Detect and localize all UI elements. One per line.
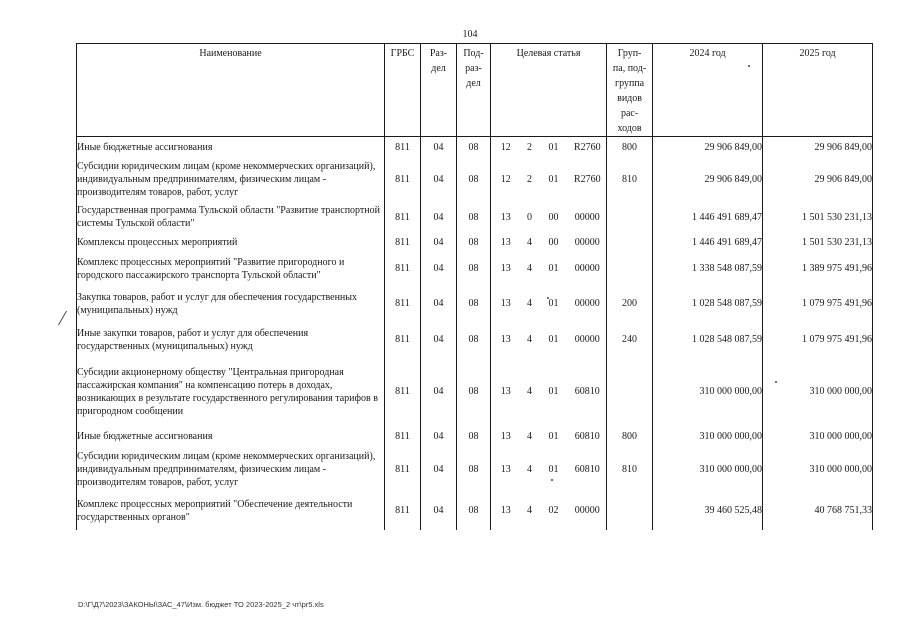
row-amount-2024: 29 906 849,00 bbox=[653, 137, 763, 157]
row-amount-2024: 310 000 000,00 bbox=[653, 358, 763, 426]
row-target-type: 0 bbox=[527, 211, 532, 223]
row-razdel: 04 bbox=[421, 137, 457, 157]
row-name: Субсидии акционерному обществу "Центральная пригородная пассажирская компания" на компенсацию потерь в доходах, возникающих в результате государственного регулирования тарифов в пригородном сообщении bbox=[77, 358, 385, 426]
header-year-2024: 2024 год bbox=[653, 44, 763, 137]
row-target-direction: 00000 bbox=[574, 236, 600, 248]
scan-speck bbox=[547, 297, 549, 299]
row-podrazdel: 08 bbox=[457, 233, 491, 252]
row-target-sub: 01 bbox=[548, 431, 559, 442]
row-target-program: 13 bbox=[491, 492, 521, 530]
row-grbs: 811 bbox=[385, 252, 421, 286]
scan-speck bbox=[551, 479, 553, 481]
header-year-2025: 2025 год bbox=[763, 44, 873, 137]
header-razdel: Раз- дел bbox=[421, 44, 457, 137]
row-amount-2025: 1 079 975 491,96 bbox=[763, 286, 873, 322]
row-amount-2024: 29 906 849,00 bbox=[653, 157, 763, 202]
row-target-type: 4 bbox=[527, 464, 532, 475]
row-expense-group bbox=[607, 492, 653, 530]
table-row bbox=[77, 157, 873, 202]
row-amount-2025: 40 768 751,33 bbox=[763, 492, 873, 530]
row-grbs: 811 bbox=[385, 492, 421, 530]
row-grbs: 811 bbox=[385, 358, 421, 426]
row-podrazdel: 08 bbox=[457, 286, 491, 322]
row-target-sub: 01 bbox=[548, 142, 559, 154]
row-target-direction: 60810 bbox=[574, 431, 600, 442]
row-amount-2024: 39 460 525,48 bbox=[653, 492, 763, 530]
row-amount-2025: 310 000 000,00 bbox=[763, 448, 873, 492]
row-name: Иные закупки товаров, работ и услуг для обеспечения государственных (муниципальных) нужд bbox=[77, 322, 385, 358]
row-name: Субсидии юридическим лицам (кроме некоммерческих организаций), индивидуальным предпринимателям, физическим лицам - производителям товаров, работ, услуг bbox=[77, 157, 385, 202]
row-razdel: 04 bbox=[421, 358, 457, 426]
row-podrazdel: 08 bbox=[457, 322, 491, 358]
row-target-type: 4 bbox=[527, 334, 532, 345]
row-target-sub: 01 bbox=[548, 263, 559, 274]
row-target-sub: 02 bbox=[548, 505, 559, 516]
file-path-footer: D:\Г\Д7\2023\ЗАКОНЫ\ЗАС_47\Изм. бюджет ТО 2023-2025_2 чт\pr5.xls bbox=[78, 600, 324, 609]
row-target-program: 13 bbox=[491, 322, 521, 358]
row-target-direction: R2760 bbox=[573, 142, 601, 154]
row-amount-2024: 1 028 548 087,59 bbox=[653, 322, 763, 358]
row-target-sub: 01 bbox=[548, 386, 559, 397]
header-grbs: ГРБС bbox=[385, 44, 421, 137]
header-name: Наименование bbox=[77, 44, 385, 137]
row-podrazdel: 08 bbox=[457, 252, 491, 286]
row-target-type: 4 bbox=[527, 431, 532, 442]
row-amount-2025: 29 906 849,00 bbox=[763, 137, 873, 157]
row-name: Комплексы процессных мероприятий bbox=[77, 233, 385, 252]
row-razdel: 04 bbox=[421, 233, 457, 252]
row-expense-group bbox=[607, 202, 653, 233]
row-grbs: 811 bbox=[385, 448, 421, 492]
row-expense-group bbox=[607, 233, 653, 252]
row-amount-2025: 310 000 000,00 bbox=[763, 358, 873, 426]
row-name: Комплекс процессных мероприятий "Развитие пригородного и городского пассажирского транспорта Тульской области" bbox=[77, 252, 385, 286]
row-target-program: 12 bbox=[491, 157, 521, 202]
row-podrazdel: 08 bbox=[457, 426, 491, 448]
row-grbs: 811 bbox=[385, 426, 421, 448]
row-target-direction: 00000 bbox=[574, 334, 600, 345]
table-header-row bbox=[77, 44, 873, 137]
row-expense-group: 200 bbox=[607, 286, 653, 322]
row-target-sub: 01 bbox=[548, 173, 559, 185]
table-row bbox=[77, 252, 873, 286]
table-row bbox=[77, 358, 873, 426]
row-target-program: 13 bbox=[491, 286, 521, 322]
row-target-sub: 01 bbox=[548, 464, 559, 475]
row-amount-2024: 310 000 000,00 bbox=[653, 448, 763, 492]
row-target-sub: 01 bbox=[548, 334, 559, 345]
scan-speck bbox=[748, 65, 750, 67]
row-name: Иные бюджетные ассигнования bbox=[77, 426, 385, 448]
row-name: Комплекс процессных мероприятий "Обеспечение деятельности государственных органов" bbox=[77, 492, 385, 530]
row-podrazdel: 08 bbox=[457, 448, 491, 492]
table-row bbox=[77, 233, 873, 252]
header-expense-group: Груп- па, под- группа видов рас- ходов bbox=[607, 44, 653, 137]
table-row bbox=[77, 492, 873, 530]
row-podrazdel: 08 bbox=[457, 358, 491, 426]
row-grbs: 811 bbox=[385, 137, 421, 157]
table-row bbox=[77, 426, 873, 448]
budget-table bbox=[76, 43, 873, 530]
row-amount-2025: 1 501 530 231,13 bbox=[763, 233, 873, 252]
row-target-program: 13 bbox=[491, 426, 521, 448]
row-target-sub: 00 bbox=[548, 211, 559, 223]
row-razdel: 04 bbox=[421, 202, 457, 233]
row-name: Закупка товаров, работ и услуг для обеспечения государственных (муниципальных) нужд bbox=[77, 286, 385, 322]
budget-table-container bbox=[76, 43, 872, 530]
row-razdel: 04 bbox=[421, 448, 457, 492]
row-grbs: 811 bbox=[385, 233, 421, 252]
row-expense-group bbox=[607, 252, 653, 286]
row-grbs: 811 bbox=[385, 286, 421, 322]
row-amount-2024: 1 446 491 689,47 bbox=[653, 233, 763, 252]
row-grbs: 811 bbox=[385, 322, 421, 358]
table-row bbox=[77, 286, 873, 322]
row-target-type: 2 bbox=[527, 173, 532, 185]
row-target-program: 13 bbox=[491, 202, 521, 233]
row-target-sub: 00 bbox=[548, 236, 559, 248]
row-target-direction: R2760 bbox=[573, 173, 601, 185]
row-expense-group: 800 bbox=[607, 426, 653, 448]
row-razdel: 04 bbox=[421, 426, 457, 448]
row-podrazdel: 08 bbox=[457, 157, 491, 202]
row-amount-2024: 310 000 000,00 bbox=[653, 426, 763, 448]
row-name: Иные бюджетные ассигнования bbox=[77, 137, 385, 157]
row-amount-2024: 1 446 491 689,47 bbox=[653, 202, 763, 233]
page-number: 104 bbox=[462, 29, 478, 40]
row-target-direction: 60810 bbox=[574, 386, 600, 397]
header-podrazdel: Под- раз- дел bbox=[457, 44, 491, 137]
row-target-type: 4 bbox=[527, 236, 532, 248]
row-amount-2025: 1 079 975 491,96 bbox=[763, 322, 873, 358]
row-target-direction: 00000 bbox=[574, 263, 600, 274]
row-amount-2025: 310 000 000,00 bbox=[763, 426, 873, 448]
row-target-program: 13 bbox=[491, 233, 521, 252]
table-body bbox=[77, 137, 873, 530]
header-target-article: Целевая статья bbox=[491, 44, 607, 137]
table-row bbox=[77, 322, 873, 358]
row-grbs: 811 bbox=[385, 157, 421, 202]
row-target-type: 4 bbox=[527, 298, 532, 309]
row-target-direction: 00000 bbox=[574, 505, 600, 516]
row-target-type: 2 bbox=[527, 142, 532, 154]
row-target-direction: 00000 bbox=[574, 298, 600, 309]
row-target-type: 4 bbox=[527, 263, 532, 274]
row-podrazdel: 08 bbox=[457, 137, 491, 157]
row-target-program: 13 bbox=[491, 448, 521, 492]
row-expense-group: 810 bbox=[607, 157, 653, 202]
row-razdel: 04 bbox=[421, 157, 457, 202]
row-podrazdel: 08 bbox=[457, 202, 491, 233]
row-target-direction: 60810 bbox=[574, 464, 600, 475]
row-amount-2024: 1 028 548 087,59 bbox=[653, 286, 763, 322]
row-expense-group bbox=[607, 358, 653, 426]
table-row bbox=[77, 137, 873, 157]
row-amount-2025: 1 501 530 231,13 bbox=[763, 202, 873, 233]
row-target-type: 4 bbox=[527, 505, 532, 516]
margin-check-mark bbox=[58, 311, 77, 325]
row-amount-2024: 1 338 548 087,59 bbox=[653, 252, 763, 286]
row-target-sub: 01 bbox=[548, 298, 559, 309]
row-expense-group: 800 bbox=[607, 137, 653, 157]
row-name: Субсидии юридическим лицам (кроме некоммерческих организаций), индивидуальным предпринимателям, физическим лицам - производителям товаров, работ, услуг bbox=[77, 448, 385, 492]
row-razdel: 04 bbox=[421, 492, 457, 530]
row-target-direction: 00000 bbox=[574, 211, 600, 223]
row-razdel: 04 bbox=[421, 322, 457, 358]
row-name: Государственная программа Тульской области "Развитие транспортной системы Тульской области" bbox=[77, 202, 385, 233]
table-row bbox=[77, 448, 873, 492]
row-podrazdel: 08 bbox=[457, 492, 491, 530]
row-amount-2025: 1 389 975 491,96 bbox=[763, 252, 873, 286]
row-grbs: 811 bbox=[385, 202, 421, 233]
row-target-program: 13 bbox=[491, 358, 521, 426]
scan-speck bbox=[775, 381, 777, 383]
row-expense-group: 240 bbox=[607, 322, 653, 358]
row-target-program: 12 bbox=[491, 137, 521, 157]
row-target-type: 4 bbox=[527, 386, 532, 397]
table-row bbox=[77, 202, 873, 233]
row-razdel: 04 bbox=[421, 252, 457, 286]
row-expense-group: 810 bbox=[607, 448, 653, 492]
row-target-program: 13 bbox=[491, 252, 521, 286]
row-amount-2025: 29 906 849,00 bbox=[763, 157, 873, 202]
row-razdel: 04 bbox=[421, 286, 457, 322]
